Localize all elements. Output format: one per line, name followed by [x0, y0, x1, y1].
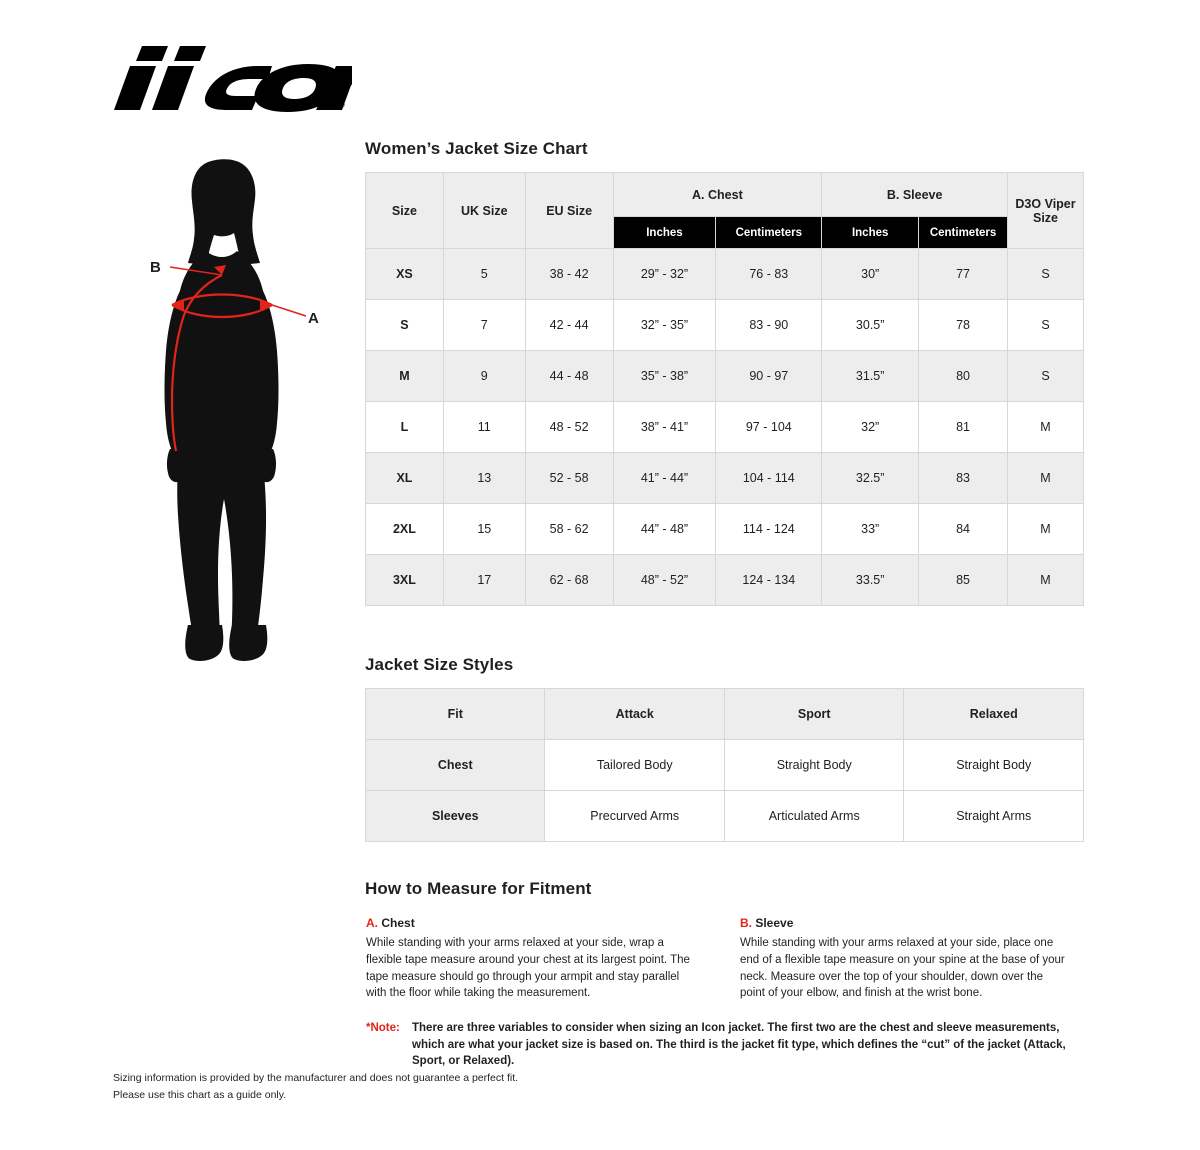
cell-chest-cm: 114 - 124: [716, 504, 822, 555]
cell-d3o: M: [1008, 504, 1084, 555]
col-header-relaxed: Relaxed: [904, 689, 1084, 740]
col-header-attack: Attack: [545, 689, 725, 740]
note-text: There are three variables to consider when sizing an Icon jacket. The first two are the chest and sleeve measurements, which are what your jacket size is based on. The third is the jacket fit type, which defines the “cut” of the jacket (Attack, Sport, or Relaxed).: [412, 1022, 1066, 1068]
footer-line-2: Please use this chart as a guide only.: [113, 1088, 287, 1101]
table-row: [366, 351, 1084, 402]
cell-d3o: M: [1008, 402, 1084, 453]
col-header-eu-size: EU Size: [525, 173, 613, 249]
cell-eu: 44 - 48: [525, 351, 613, 402]
cell-uk: 9: [443, 351, 525, 402]
cell-sleeve-in: 30”: [822, 249, 919, 300]
section-title-jacket-styles: Jacket Size Styles: [365, 655, 514, 674]
cell-sleeve-cm: 85: [919, 555, 1008, 606]
cell-chest-sport: Straight Body: [724, 740, 904, 791]
col-header-d3o-viper-size: D3O Viper Size: [1008, 173, 1084, 249]
cell-size: S: [366, 300, 444, 351]
cell-size: XL: [366, 453, 444, 504]
cell-chest-cm: 97 - 104: [716, 402, 822, 453]
measure-sleeve-heading: [740, 915, 1070, 932]
cell-chest-relaxed: Straight Body: [904, 740, 1084, 791]
cell-sleeve-cm: 84: [919, 504, 1008, 555]
cell-chest-cm: 124 - 134: [716, 555, 822, 606]
note-label: *Note:: [366, 1022, 400, 1034]
cell-d3o: S: [1008, 300, 1084, 351]
cell-uk: 13: [443, 453, 525, 504]
cell-d3o: S: [1008, 249, 1084, 300]
cell-chest-in: 41” - 44”: [613, 453, 716, 504]
table-row: [366, 249, 1084, 300]
measure-sleeve-block: [740, 915, 1070, 1002]
cell-size: XS: [366, 249, 444, 300]
cell-eu: 48 - 52: [525, 402, 613, 453]
cell-sleeve-in: 32”: [822, 402, 919, 453]
cell-sleeves-attack: Precurved Arms: [545, 791, 725, 842]
col-header-chest-group: A. Chest: [613, 173, 822, 217]
table-row: [366, 504, 1084, 555]
cell-sleeve-in: 33”: [822, 504, 919, 555]
measure-sleeve-title: Sleeve: [755, 916, 794, 930]
col-header-sleeve-inches: Inches: [822, 217, 919, 249]
cell-eu: 38 - 42: [525, 249, 613, 300]
cell-size: 3XL: [366, 555, 444, 606]
cell-size: L: [366, 402, 444, 453]
cell-sleeve-cm: 83: [919, 453, 1008, 504]
female-silhouette-figure: [110, 155, 350, 675]
cell-chest-cm: 83 - 90: [716, 300, 822, 351]
figure-label-a: A: [308, 310, 319, 327]
cell-sleeve-cm: 80: [919, 351, 1008, 402]
table-row: [366, 555, 1084, 606]
measure-sleeve-letter: B.: [740, 916, 752, 930]
jacket-size-styles-table: [365, 688, 1084, 842]
cell-chest-in: 48” - 52”: [613, 555, 716, 606]
measure-chest-heading: [366, 915, 696, 932]
cell-sleeve-in: 33.5”: [822, 555, 919, 606]
table-row: [366, 402, 1084, 453]
cell-eu: 62 - 68: [525, 555, 613, 606]
sizing-note: [366, 1020, 1084, 1070]
cell-size: 2XL: [366, 504, 444, 555]
table-row: [366, 300, 1084, 351]
footer-line-1: Sizing information is provided by the manufacturer and does not guarantee a perfect fit.: [113, 1072, 519, 1084]
measure-chest-block: [366, 915, 696, 1002]
cell-chest-attack: Tailored Body: [545, 740, 725, 791]
table-row: [366, 740, 1084, 791]
cell-sleeve-cm: 81: [919, 402, 1008, 453]
cell-chest-in: 32” - 35”: [613, 300, 716, 351]
cell-eu: 52 - 58: [525, 453, 613, 504]
cell-sleeve-cm: 77: [919, 249, 1008, 300]
cell-chest-in: 44” - 48”: [613, 504, 716, 555]
icon-logo: [112, 44, 352, 114]
cell-uk: 17: [443, 555, 525, 606]
cell-sleeve-in: 31.5”: [822, 351, 919, 402]
cell-sleeve-in: 32.5”: [822, 453, 919, 504]
cell-eu: 58 - 62: [525, 504, 613, 555]
row-header-sleeves: Sleeves: [366, 791, 545, 842]
table-row: [366, 689, 1084, 740]
cell-sleeves-relaxed: Straight Arms: [904, 791, 1084, 842]
measure-chest-title: Chest: [381, 916, 415, 930]
measure-chest-letter: A.: [366, 916, 378, 930]
col-header-sport: Sport: [724, 689, 904, 740]
col-header-uk-size: UK Size: [443, 173, 525, 249]
col-header-sleeve-group: B. Sleeve: [822, 173, 1008, 217]
cell-uk: 5: [443, 249, 525, 300]
col-header-fit: Fit: [366, 689, 545, 740]
cell-eu: 42 - 44: [525, 300, 613, 351]
col-header-chest-inches: Inches: [613, 217, 716, 249]
cell-d3o: S: [1008, 351, 1084, 402]
footer-disclaimer: [113, 1070, 518, 1104]
cell-uk: 11: [443, 402, 525, 453]
cell-sleeves-sport: Articulated Arms: [724, 791, 904, 842]
cell-chest-in: 29” - 32”: [613, 249, 716, 300]
measure-chest-text: While standing with your arms relaxed at your side, wrap a flexible tape measure around your chest at its largest point. The tape measure should go through your armpit and stay parallel with the floor while taking the measurement.: [366, 937, 690, 1000]
measure-sleeve-text: While standing with your arms relaxed at your side, place one end of a flexible tape measure on your spine at the base of your neck. Measure over the top of your shoulder, down over the point of your elbow, and finish at the wrist bone.: [740, 937, 1065, 1000]
cell-chest-cm: 104 - 114: [716, 453, 822, 504]
col-header-chest-centimeters: Centimeters: [716, 217, 822, 249]
col-header-size: Size: [366, 173, 444, 249]
size-chart-table: [365, 172, 1084, 606]
cell-uk: 7: [443, 300, 525, 351]
figure-label-b: B: [150, 259, 161, 276]
cell-uk: 15: [443, 504, 525, 555]
cell-chest-cm: 76 - 83: [716, 249, 822, 300]
row-header-chest: Chest: [366, 740, 545, 791]
cell-d3o: M: [1008, 453, 1084, 504]
cell-size: M: [366, 351, 444, 402]
cell-chest-cm: 90 - 97: [716, 351, 822, 402]
cell-chest-in: 35” - 38”: [613, 351, 716, 402]
cell-sleeve-cm: 78: [919, 300, 1008, 351]
col-header-sleeve-centimeters: Centimeters: [919, 217, 1008, 249]
cell-chest-in: 38” - 41”: [613, 402, 716, 453]
cell-d3o: M: [1008, 555, 1084, 606]
section-title-how-to-measure: How to Measure for Fitment: [365, 879, 592, 898]
svg-text:®: ®: [338, 100, 345, 110]
page-title-size-chart: Women’s Jacket Size Chart: [365, 139, 588, 158]
table-row: [366, 791, 1084, 842]
table-row: [366, 453, 1084, 504]
cell-sleeve-in: 30.5”: [822, 300, 919, 351]
